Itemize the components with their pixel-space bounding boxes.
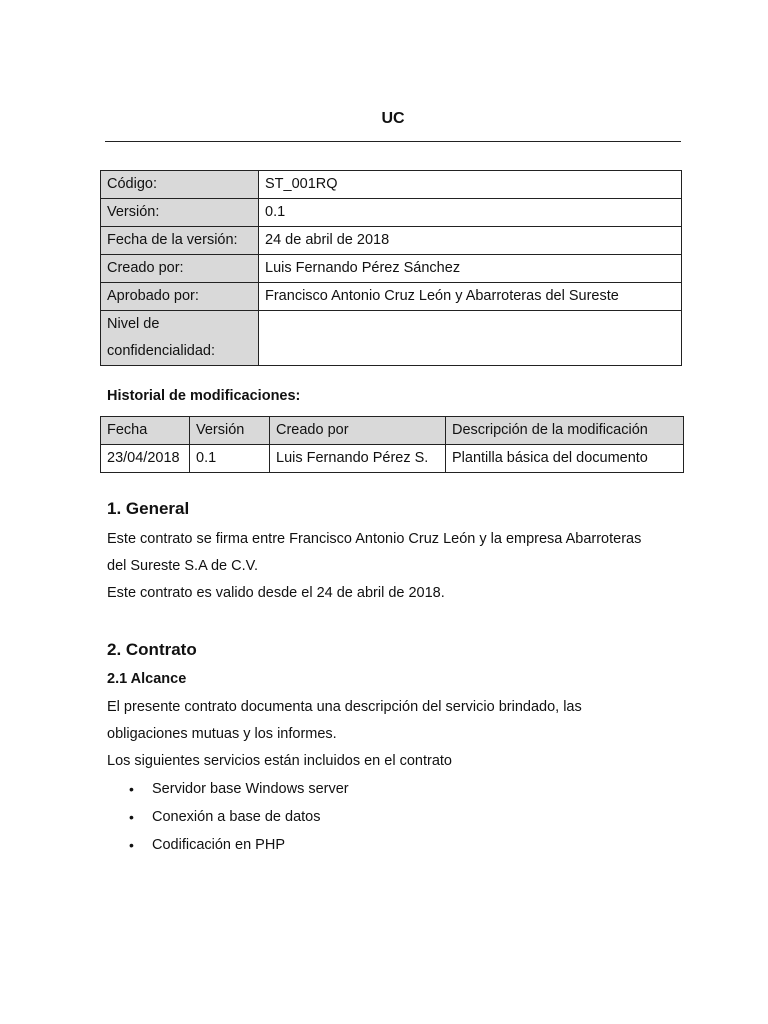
table-row (101, 283, 682, 311)
general-paragraph (107, 526, 679, 607)
bullet-icon: • (129, 781, 134, 797)
column-header-description: Descripción de la modificación (446, 417, 684, 445)
metadata-value-code: ST_001RQ (259, 171, 682, 199)
bullet-icon: • (129, 809, 134, 825)
list-item (107, 831, 349, 859)
metadata-value-version-date: 24 de abril de 2018 (259, 227, 682, 255)
metadata-label-confidentiality-line1: Nivel de (107, 316, 160, 332)
metadata-label-confidentiality (101, 311, 259, 366)
document-title: UC (381, 110, 405, 127)
section-heading-general: 1. General (107, 499, 190, 518)
table-row (101, 171, 682, 199)
metadata-label-version-date: Fecha de la versión: (101, 227, 259, 255)
history-heading: Historial de modificaciones: (107, 388, 301, 404)
table-row (101, 445, 684, 473)
list-item-text: Codificación en PHP (152, 837, 285, 853)
metadata-label-code: Código: (101, 171, 259, 199)
scope-paragraph (107, 694, 679, 775)
services-intro-paragraph: Los siguientes servicios están incluidos en el contrato (107, 753, 452, 769)
metadata-value-approved-by: Francisco Antonio Cruz León y Abarroteras del Sureste (259, 283, 682, 311)
history-cell-created-by: Luis Fernando Pérez S. (270, 445, 446, 473)
metadata-label-version: Versión: (101, 199, 259, 227)
document-metadata-table (100, 170, 682, 366)
title-divider (105, 141, 681, 142)
metadata-value-created-by: Luis Fernando Pérez Sánchez (259, 255, 682, 283)
table-row (101, 311, 682, 366)
table-row (101, 227, 682, 255)
bullet-icon: • (129, 837, 134, 853)
table-row (101, 199, 682, 227)
column-header-date: Fecha (101, 417, 190, 445)
general-paragraph-line1: Este contrato se firma entre Francisco Antonio Cruz León y la empresa Abarroteras (107, 531, 642, 547)
table-row (101, 255, 682, 283)
section-heading-contract: 2. Contrato (107, 640, 197, 659)
metadata-label-confidentiality-line2: confidencialidad: (107, 343, 216, 359)
scope-paragraph-line2: obligaciones mutuas y los informes. (107, 726, 337, 742)
column-header-created-by: Creado por (270, 417, 446, 445)
general-paragraph-line2: del Sureste S.A de C.V. (107, 558, 259, 574)
column-header-version: Versión (190, 417, 270, 445)
history-cell-date: 23/04/2018 (101, 445, 190, 473)
metadata-label-approved-by: Aprobado por: (101, 283, 259, 311)
history-cell-description: Plantilla básica del documento (446, 445, 684, 473)
subsection-heading-scope: 2.1 Alcance (107, 671, 187, 687)
table-header-row (101, 417, 684, 445)
metadata-label-created-by: Creado por: (101, 255, 259, 283)
scope-paragraph-line1: El presente contrato documenta una descripción del servicio brindado, las (107, 699, 582, 715)
list-item-text: Conexión a base de datos (152, 809, 321, 825)
services-list (107, 775, 349, 859)
general-validity-paragraph: Este contrato es valido desde el 24 de abril de 2018. (107, 585, 445, 601)
metadata-value-version: 0.1 (259, 199, 682, 227)
list-item (107, 803, 349, 831)
history-cell-version: 0.1 (190, 445, 270, 473)
list-item-text: Servidor base Windows server (152, 781, 349, 797)
modification-history-table (100, 416, 684, 473)
metadata-value-confidentiality (259, 311, 682, 366)
list-item (107, 775, 349, 803)
